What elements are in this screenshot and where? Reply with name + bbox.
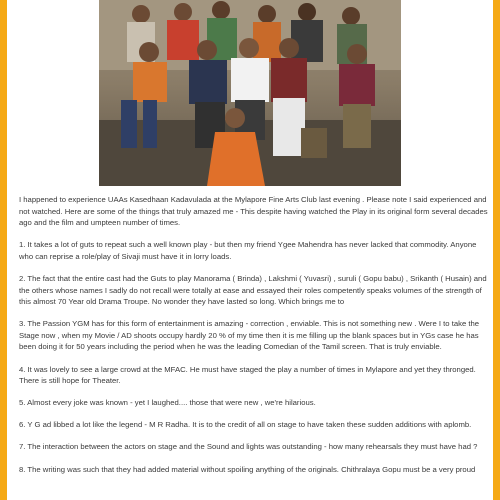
- article-paragraph: 7. The interaction between the actors on stage and the Sound and lights was outstanding - how many rehearsals they must have had ?: [19, 442, 478, 452]
- group-photo-illustration: [99, 0, 401, 186]
- article-paragraph: 8. The writing was such that they had added material without spoiling anything of the originals. Chithralaya Gopu must be a very proud: [19, 464, 476, 474]
- article-paragraph: 6. Y G ad libbed a lot like the legend - M R Radha. It is to the credit of all on stage to have taken these sudden additions with aplomb.: [19, 420, 472, 430]
- article-paragraph: 4. It was lovely to see a large crowd at the MFAC. He must have staged the play a number of times in Mylapore and yet they thronged. There is still hope for Theater.: [19, 364, 476, 386]
- article-paragraph: 1. It takes a lot of guts to repeat such a well known play - but then my friend Ygee Mahendra has never lacked that commodity. Anyone who can reprise a role/play of Sivaji must have it in lorry loads.: [19, 240, 477, 261]
- page: [7, 0, 493, 500]
- article-paragraph: 2. The fact that the entire cast had the Guts to play Manorama ( Brinda) , Lakshmi ( Yuvasri) , suruli ( Gopu babu) , Srikanth ( Husain) and the others whose names I sadly do not recall were totally at ease and essayed their roles competently speaks volumes of the strength of this almost 70 Year old Drama Troupe. No wonder they have lasted so long. Which brings me to: [19, 273, 487, 307]
- article-paragraph: 3. The Passion YGM has for this form of entertainment is amazing - correction , enviable. This is not something new . Were I to take the Stage now , when my Movie / AD shoots occupy hardly 20 % of my time then it is me filling up the blank spaces but in YGs case he has been doing it for 50 years including the period when he was the leading Comedian of the Tamil screen. That is truly enviable.: [19, 319, 480, 352]
- article-body: [19, 194, 489, 486]
- article-paragraph: I happened to experience UAAs Kasedhaan Kadavulada at the Mylapore Fine Arts Club last evening . Please note I said experienced and not watched. Here are some of the things that truly amazed me - This despite having watched the Play in its original form several decades ago and the film and umpteen number of times.: [19, 195, 488, 228]
- group-photo-icon: [99, 0, 401, 186]
- article-paragraph: 5. Almost every joke was known - yet I laughed.... those that were new , we're hilarious.: [19, 398, 316, 408]
